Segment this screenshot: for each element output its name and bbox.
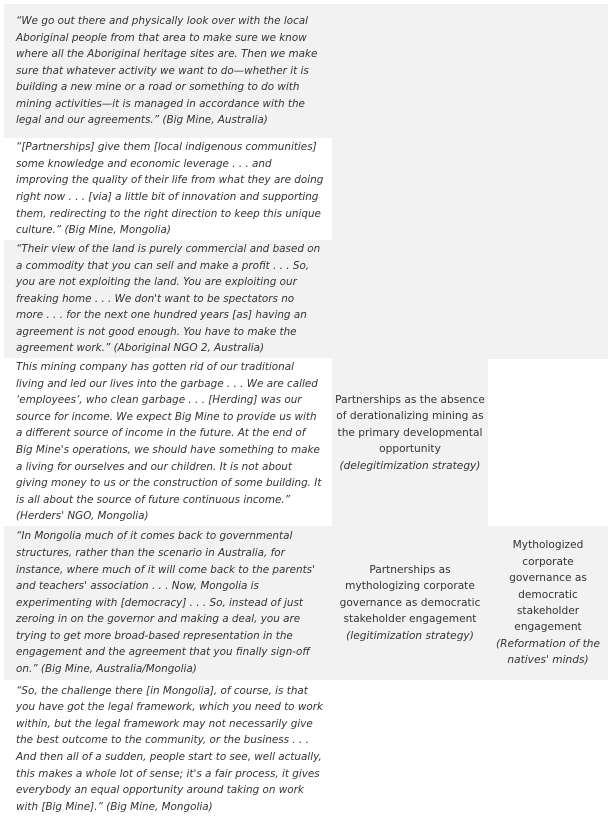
quote-text: “[Partnerships] give them [local indigenous communities] some knowledge and economic leverage . . . and improving the quality of their life from what they are doing right now . . . [via] a little bit of innovation and supporting them, redirecting to the right direction to keep this unique culture.” (Big Mine, Mongolia) [16, 141, 324, 237]
quote-text: “So, the challenge there [in Mongolia], of course, is that you have got the legal framework, which you need to work within, but the legal framework may not necessarily give the best outcome to the community, or the business . . . And then all of a sudden, people start to see, well actually, this makes a whole lot of sense; it's a fair process, it gives everybody an equal opportunity around taking on work with [Big Mine].” (Big Mine, Mongolia) [16, 684, 323, 813]
theme-strategy: (Reformation of the natives' minds) [496, 637, 601, 667]
quote-text: This mining company has gotten rid of our traditional living and led our lives into the garbage . . . We are called ‘employees’, who clean garbage . . . [Herding] was our source for income. We expect Big Mine to provide us with a different source of income in the future. At the end of Big Mine's operations, we should have something to make a living for ourselves and our children. It is not about giving money to us or the construction of some building. It is all about the source of future continuous income.” (Herders' NGO, Mongolia) [16, 361, 322, 523]
theme-cell-legitimization [332, 526, 488, 680]
quote-cell-1 [4, 4, 332, 138]
theme-strategy: (delegitimization strategy) [339, 459, 481, 472]
quote-text: “We go out there and physically look over with the local Aboriginal people from that area to make sure we know where all the Aboriginal heritage sites are. Then we make sure that whatever activity we want to do—whether it is building a new mine or a road or something to do with mining activities—it is managed in accordance with the legal and our agreements.” (Big Mine, Australia) [16, 14, 318, 127]
quote-cell-6 [4, 680, 332, 818]
theme-cell-empty [488, 358, 608, 526]
quote-text: “Their view of the land is purely commercial and based on a commodity that you can sell and make a profit . . . So, you are not exploiting the land. You are exploiting our freaking home . . . We don't want to be spectators no more . . . for the next one hundred years [as] having an agreement is not good enough. You have to make the agreement work.” (Aboriginal NGO 2, Australia) [16, 242, 321, 355]
theme-strategy: (legitimization strategy) [346, 629, 474, 642]
theme-label: Partnerships as mythologizing corporate governance as democratic stakeholder engagement [339, 563, 481, 626]
quote-cell-4 [4, 358, 332, 526]
quote-cell-5 [4, 526, 332, 680]
quote-cell-2 [4, 138, 332, 240]
quote-text: “In Mongolia much of it comes back to governmental structures, rather than the scenario in Australia, for instance, where much of it will come back to the parents' and teachers' association . . . Now, Mongolia is experimenting with [democracy] . . . So, instead of just zeroing in on the governor and making a deal, you are trying to get more broad-based representation in the engagement and the agreement that you finally sign-off on.” (Big Mine, Australia/Mongolia) [16, 530, 315, 676]
theme-cell-delegitimization [332, 340, 488, 526]
theme-label: Mythologized corporate governance as democratic stakeholder engagement [509, 539, 587, 634]
theme-label: Partnerships as the absence of derationalizing mining as the primary developmental opportunity [335, 393, 485, 456]
quote-cell-3 [4, 240, 332, 358]
theme-band-top [332, 4, 608, 359]
theme-cell-mythologized [488, 526, 608, 680]
